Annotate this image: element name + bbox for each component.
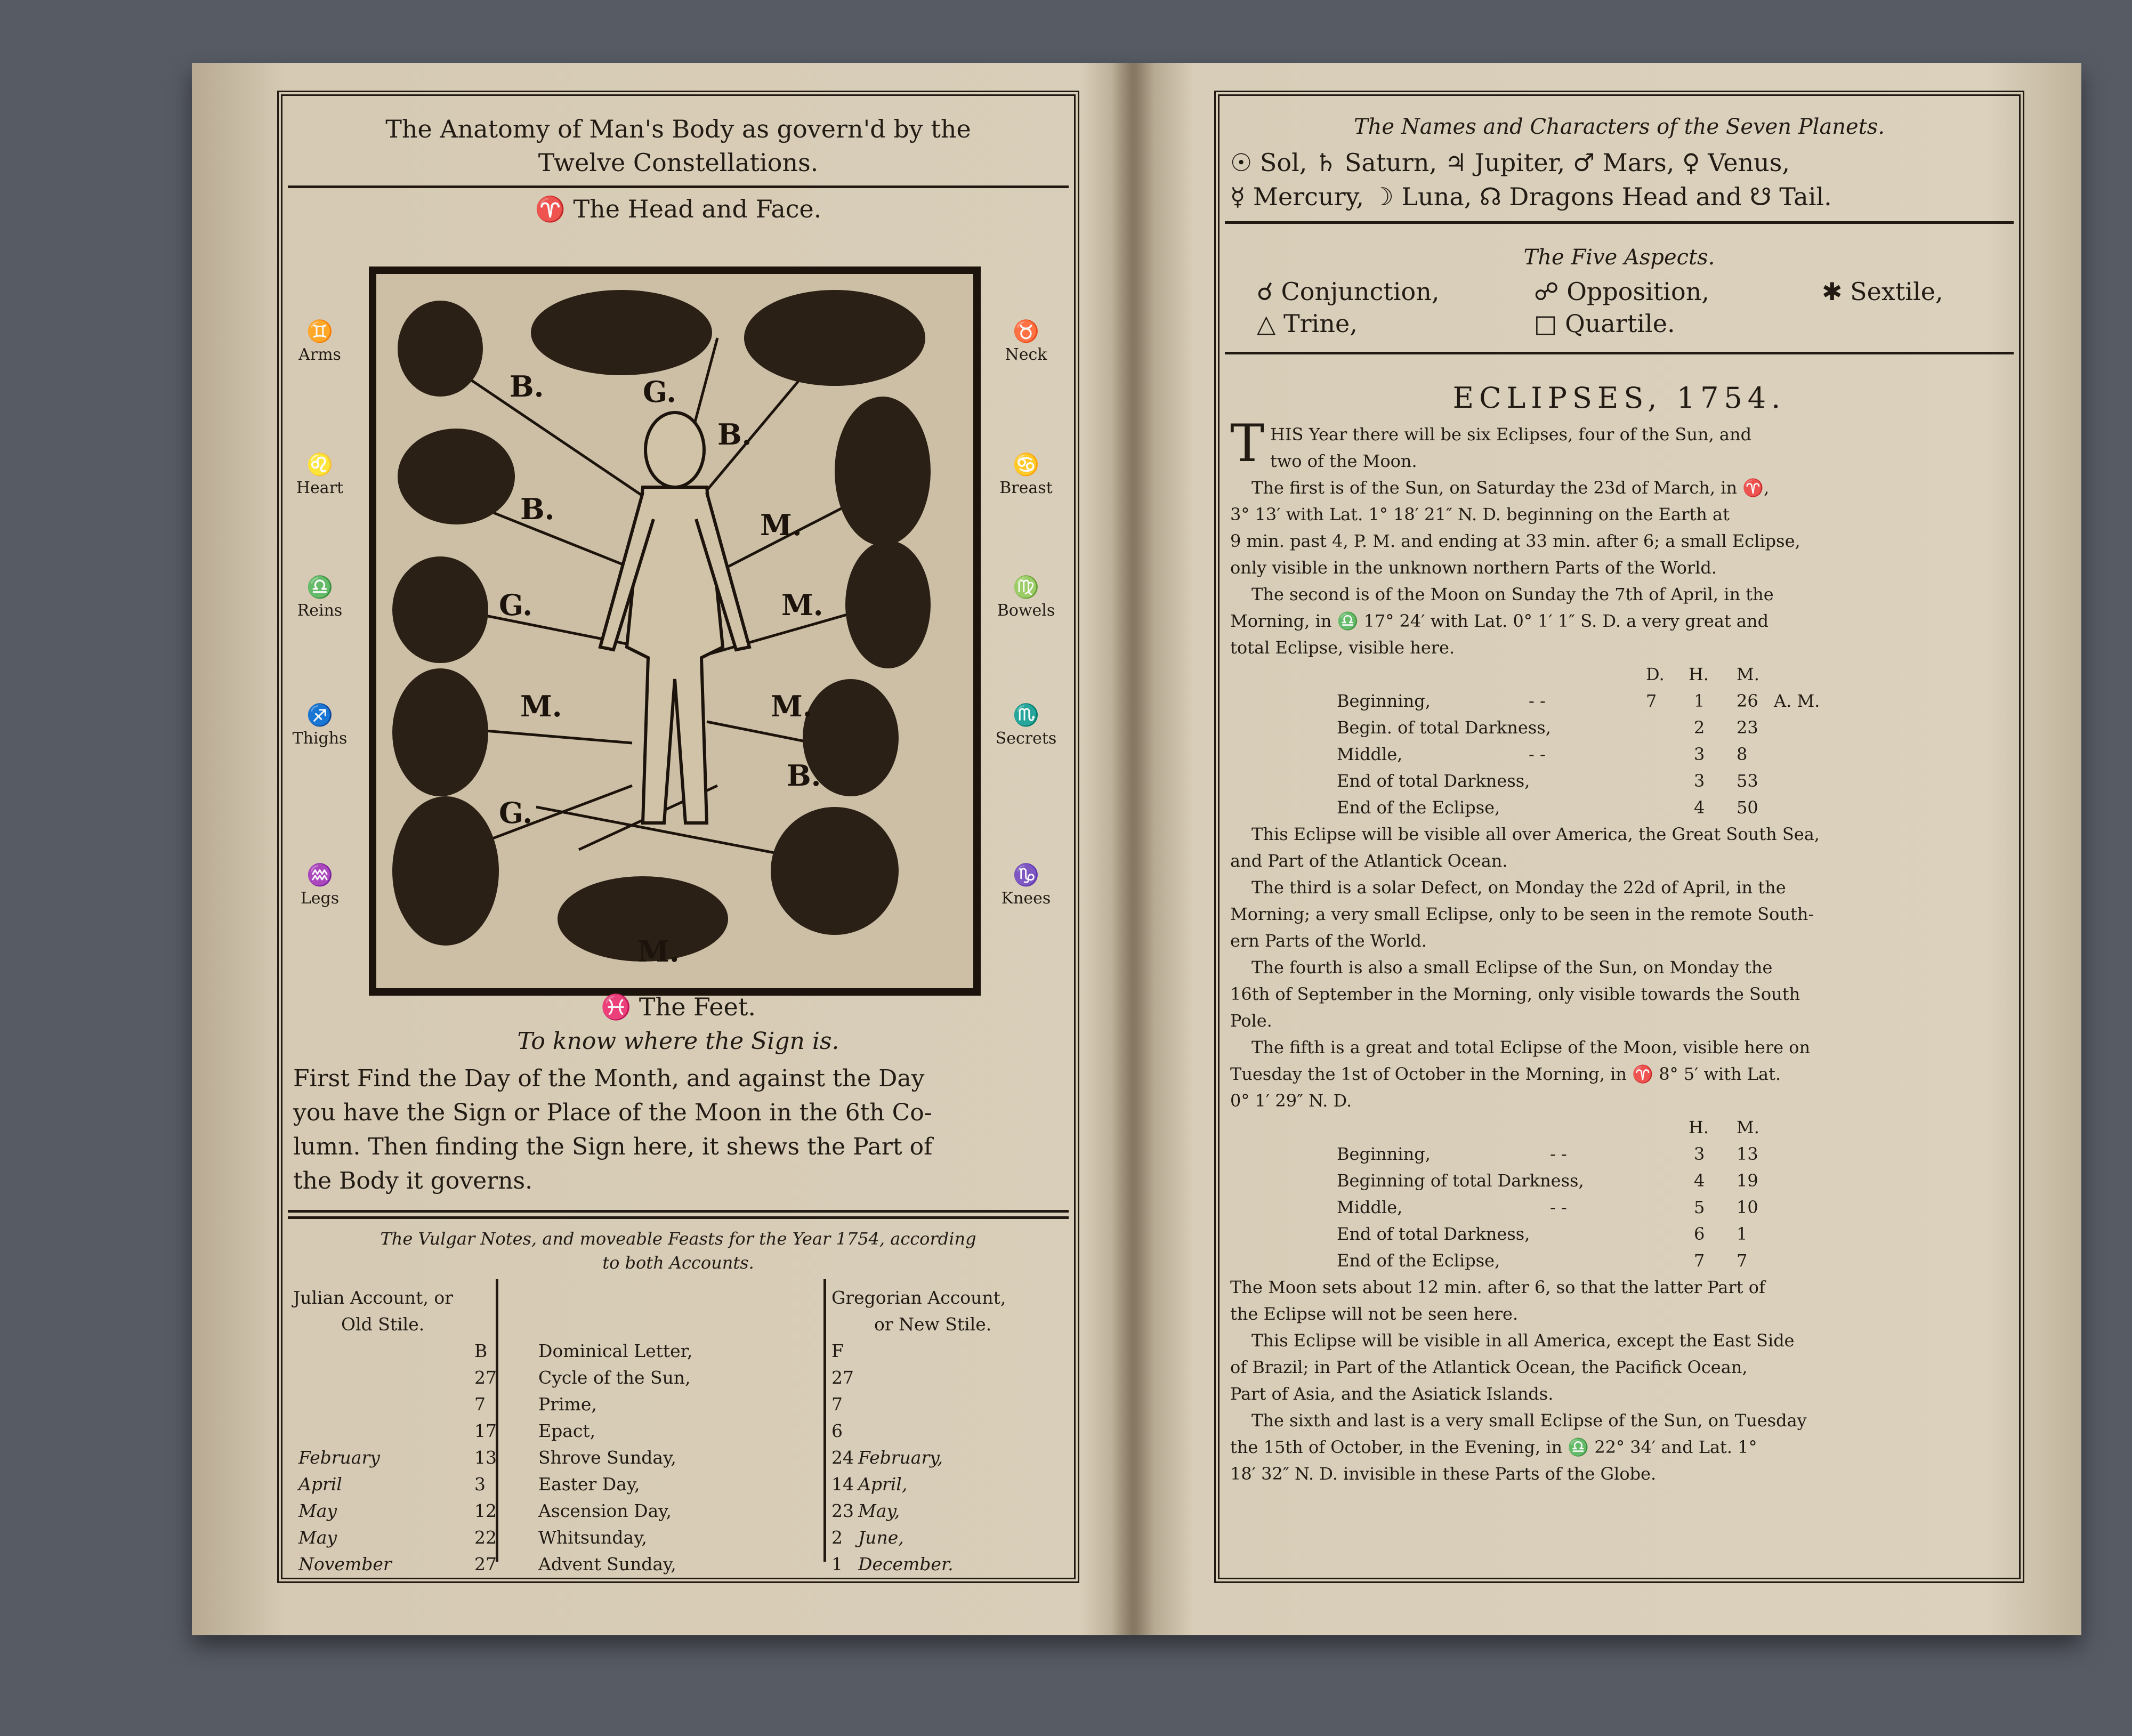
aspect-trine: △ Trine, [1257, 309, 1358, 338]
aspects-title: The Five Aspects. [1523, 245, 1715, 270]
eclipse-table-row [1230, 741, 2008, 768]
feast-row [293, 1338, 1066, 1364]
feasts-title-line-1: The Vulgar Notes, and moveable Feasts for the Year 1754, according [380, 1229, 976, 1249]
drop-cap: T [1230, 414, 1265, 473]
eclipse-cell-label: Begin. of total Darkness, [1337, 717, 1551, 738]
feast-row [293, 1444, 1066, 1471]
aspect-opposition: ☍ Opposition, [1534, 277, 1709, 306]
eclipse-cell-dash: - - [1550, 1197, 1567, 1217]
eclipse-cell-dash: - - [1529, 744, 1546, 764]
feast-gm: May, [858, 1500, 900, 1521]
woodcut-letter: M. [760, 508, 802, 542]
woodcut-letter: M. [781, 588, 823, 622]
eclipse-cell-label: Beginning, [1337, 691, 1431, 711]
feast-jm: May [298, 1500, 337, 1521]
feast-row [293, 1551, 1066, 1578]
eclipse-cell-label: Middle, [1337, 744, 1403, 764]
eclipse-cell-label: Beginning of total Darkness, [1337, 1170, 1584, 1191]
eclipse-cell-h: 3 [1694, 1144, 1705, 1164]
sign-reins: ♎ Reins [297, 575, 343, 620]
book-gutter [1111, 63, 1154, 1635]
eclipse-cell-m: 23 [1737, 717, 1758, 738]
eclipse-table-row [1230, 1167, 2008, 1194]
eclipse-6-text: The sixth and last is a very small Eclipse of the Sun, on Tuesday the 15th of October, in the Evening, in ♎ 22° 34′ and Lat. 1° 18′ 32″ N. D. invisible in these Parts of the Globe. [1230, 1410, 1807, 1484]
feast-name: Shrove Sunday, [538, 1447, 676, 1468]
eclipse-cell-dash: - - [1550, 1144, 1567, 1164]
feast-jd: 3 [474, 1474, 486, 1495]
aspect-quartile: □ Quartile. [1534, 309, 1675, 338]
feast-jm: February [298, 1447, 380, 1468]
open-almanac-book [192, 63, 2081, 1635]
woodcut-letter: G. [499, 588, 532, 622]
feast-row [293, 1498, 1066, 1524]
feast-gd: 7 [831, 1394, 843, 1415]
feast-jd: 12 [474, 1500, 497, 1521]
aspect-sextile: ✱ Sextile, [1822, 277, 1943, 306]
eclipse-cell-m: 1 [1737, 1224, 1748, 1244]
eclipse-cell-h: 3 [1694, 771, 1705, 791]
eclipse-cell-label: End of the Eclipse, [1337, 797, 1500, 818]
eclipse-2-table [1230, 688, 2008, 821]
feast-row [293, 1471, 1066, 1498]
right-page [1214, 91, 2024, 1583]
feast-row [293, 1391, 1066, 1418]
sign-secrets: ♏ Secrets [995, 703, 1057, 748]
feast-name: Easter Day, [538, 1474, 640, 1495]
feasts-table [293, 1338, 1066, 1578]
eclipse-table-row [1230, 1194, 2008, 1221]
eclipse-cell-x: A. M. [1774, 691, 1820, 711]
eclipse-table-row [1230, 1247, 2008, 1274]
eclipses-title: ECLIPSES, 1754. [1452, 381, 1786, 415]
woodcut-letter: G. [499, 796, 532, 830]
eclipse-3-text: The third is a solar Defect, on Monday the 22d of April, in the Morning; a very small Eclipse, only to be seen in the remote South- ern Parts of the World. [1230, 877, 1814, 951]
eclipse-5-table [1230, 1141, 2008, 1274]
sign-knees: ♑ Knees [1001, 863, 1051, 908]
eclipse-cell-m: 10 [1737, 1197, 1758, 1217]
human-figure [600, 413, 749, 823]
feast-row [293, 1418, 1066, 1444]
eclipse-2-text: The second is of the Moon on Sunday the 7th of April, in the Morning, in ♎ 17° 24′ with Lat. 0° 1′ 1″ S. D. a very great and total Eclipse, visible here. [1230, 584, 1774, 658]
feast-name: Whitsunday, [538, 1527, 647, 1548]
woodcut-letter: M. [520, 689, 562, 723]
eclipse-table-row [1230, 768, 2008, 794]
feast-jd: 17 [474, 1420, 497, 1441]
feast-jd: 13 [474, 1447, 497, 1468]
eclipse-cell-h: 2 [1694, 717, 1705, 738]
feast-gd: 1 [831, 1554, 843, 1574]
feast-jd: 27 [474, 1367, 497, 1388]
feast-row [293, 1524, 1066, 1551]
woodcut-letter: B. [717, 417, 752, 451]
divider [1225, 352, 2014, 354]
woodcut-letter: B. [510, 369, 544, 403]
feast-jd: B [474, 1341, 488, 1361]
feast-gd: 2 [831, 1527, 843, 1548]
eclipse-cell-label: End of total Darkness, [1337, 771, 1530, 791]
sign-bowels: ♍ Bowels [997, 575, 1055, 620]
feast-gm: December. [858, 1554, 954, 1574]
feast-name: Advent Sunday, [538, 1554, 676, 1574]
woodcut-letter: M. [771, 689, 813, 723]
feast-gd: 6 [831, 1420, 843, 1441]
divider [288, 185, 1069, 188]
eclipse-cell-h: 4 [1694, 1170, 1705, 1191]
feast-gd: 27 [831, 1367, 854, 1388]
eclipse-cell-label: Middle, [1337, 1197, 1403, 1217]
eclipse-2-table-header: D. H. M. [1646, 664, 1759, 684]
anatomy-title-line-2: Twelve Constellations. [538, 148, 819, 177]
woodcut-letter: B. [520, 492, 555, 526]
eclipse-table-row [1230, 1221, 2008, 1247]
eclipse-2-visibility: This Eclipse will be visible all over America, the Great South Sea, and Part of the Atlantick Ocean. [1230, 824, 1820, 871]
woodcut-letter: G. [643, 375, 676, 409]
eclipse-cell-m: 13 [1737, 1144, 1758, 1164]
feast-jm: November [298, 1554, 392, 1574]
sign-arms: ♊ Arms [298, 319, 341, 364]
feast-jm: April [298, 1474, 342, 1495]
feast-name: Cycle of the Sun, [538, 1367, 691, 1388]
eclipse-cell-m: 8 [1737, 744, 1748, 764]
eclipse-cell-label: End of total Darkness, [1337, 1224, 1530, 1244]
woodcut-illustration [376, 274, 958, 973]
feast-name: Dominical Letter, [538, 1341, 693, 1361]
woodcut-letter: M. [637, 934, 680, 968]
eclipse-5-moonset: The Moon sets about 12 min. after 6, so that the latter Part of the Eclipse will not be seen here. [1230, 1277, 1765, 1324]
eclipse-table-row [1230, 1141, 2008, 1167]
feast-gd: 24 [831, 1447, 854, 1468]
zodiac-man-woodcut [369, 267, 981, 996]
planets-line-2: ☿ Mercury, ☽ Luna, ☊ Dragons Head and ☋ Tail. [1230, 182, 1832, 211]
eclipse-cell-label: Beginning, [1337, 1144, 1431, 1164]
eclipse-cell-label: End of the Eclipse, [1337, 1250, 1500, 1271]
feet-label: ♓ The Feet. [600, 992, 756, 1021]
eclipses-text: T HIS Year there will be six Eclipses, four of the Sun, and two of the Moon. The first is of the Sun, on Saturday the 23d of March, in ♈, 3° 13′ with Lat. 1° 18′ 21″ N. D. beginning on the Earth at 9 min. past 4, P. M. and ending at 33 min. after 6; a small Eclipse, only visible in the unknown northern Parts of the World. The second is of the Moon on Sunday the 7th of April, in the Morning, in ♎ 17° 24′ with Lat. 0° 1′ 1″ S. D. a very great and total Eclipse, visible here. D. H. M. Beginning, - - 7 1 26 A. M. Begin. of total Darkness, 2 23 Middle, - - 3 8 End of total Darkness, 3 53 End of the Eclipse, 4 50 This Eclipse will be visible all over America, the Great South Sea, and Part of the Atlantick Ocean. The third is a solar Defect, on Monday the 22d of April, in the Morning; a very small Eclipse, only to be seen in the remote South- ern Parts of the World. The fourth is also a small Eclipse of the Sun, on Monday the 16th of September in the Morning, only visible towards the South Pole. The fifth is a great and total Eclipse of the Moon, visible here on Tuesday the 1st of October in the Morning, in ♈ 8° 5′ with Lat. 0° 1′ 29″ N. D. H. M. Beginning, - - 3 13 Beginning of total Darkness, 4 19 Middle, - - 5 10 End of total Darkness, 6 1 End of the Eclipse, 7 7 The Moon sets about 12 min. after 6, so that the latter Part of the Eclipse will not be seen here. This Eclipse will be visible in all America, except the East Side of Brazil; in Part of the Atlantick Ocean, the Pacifick Ocean, Part of Asia, and the Asiatick Islands. The sixth and last is a very small Eclipse of the Sun, on Tuesday the 15th of October, in the Evening, in ♎ 22° 34′ and Lat. 1° 18′ 32″ N. D. invisible in these Parts of the Globe. [1230, 421, 2008, 1487]
feast-name: Ascension Day, [538, 1500, 672, 1521]
eclipse-cell-m: 50 [1737, 797, 1758, 818]
eclipse-cell-h: 5 [1694, 1197, 1705, 1217]
sign-neck: ♉ Neck [1005, 319, 1047, 364]
eclipse-1-text: The first is of the Sun, on Saturday the 23d of March, in ♈, 3° 13′ with Lat. 1° 18′ 21″ N. D. beginning on the Earth at 9 min. past 4, P. M. and ending at 33 min. after 6; a small Eclipse, only visible in the unknown northern Parts of the World. [1230, 478, 1800, 578]
feast-jd: 7 [474, 1394, 486, 1415]
eclipse-cell-m: 53 [1737, 771, 1758, 791]
eclipse-5-visibility: This Eclipse will be visible in all America, except the East Side of Brazil; in Part of the Atlantick Ocean, the Pacifick Ocean, Part of Asia, and the Asiatick Islands. [1230, 1330, 1795, 1404]
eclipse-cell-m: 26 [1737, 691, 1758, 711]
divider [288, 1216, 1069, 1219]
feast-gd: F [831, 1341, 844, 1361]
eclipse-5-text: The fifth is a great and total Eclipse of the Moon, visible here on Tuesday the 1st of October in the Morning, in ♈ 8° 5′ with Lat. 0° 1′ 29″ N. D. [1230, 1037, 1811, 1111]
eclipse-cell-m: 19 [1737, 1170, 1758, 1191]
head-and-face-label: ♈ The Head and Face. [535, 195, 822, 223]
eclipse-5-table-header: H. M. [1689, 1117, 1759, 1137]
planets-title: The Names and Characters of the Seven Planets. [1353, 115, 1885, 139]
feasts-title-line-2: to both Accounts. [602, 1253, 754, 1273]
eclipse-table-row [1230, 688, 2008, 714]
feast-gm: February, [858, 1447, 943, 1468]
feast-gm: June, [858, 1527, 904, 1548]
woodcut-letter: B. [787, 758, 821, 793]
feast-gd: 23 [831, 1500, 854, 1521]
eclipse-cell-h: 7 [1694, 1250, 1705, 1271]
sign-legs: ♒ Legs [300, 863, 340, 908]
planets-line-1: ☉ Sol, ♄ Saturn, ♃ Jupiter, ♂ Mars, ♀ Venus, [1230, 148, 1790, 177]
sign-breast: ♋ Breast [999, 453, 1053, 497]
eclipse-4-text: The fourth is also a small Eclipse of the Sun, on Monday the 16th of September in the Morning, only visible towards the South Pole. [1230, 957, 1800, 1031]
aspect-conjunction: ☌ Conjunction, [1257, 277, 1440, 306]
sign-instructions: First Find the Day of the Month, and against the Day you have the Sign or Place of the Moon in the 6th Co- lumn. Then finding the Sign here, it shews the Part of the Body it governs. [293, 1065, 933, 1194]
feast-gd: 14 [831, 1474, 854, 1495]
eclipse-cell-dash: - - [1529, 691, 1546, 711]
eclipse-cell-d: 7 [1646, 691, 1657, 711]
eclipse-cell-h: 3 [1694, 744, 1705, 764]
anatomy-title-line-1: The Anatomy of Man's Body as govern'd by the [385, 115, 971, 143]
divider [288, 1210, 1069, 1213]
eclipse-cell-h: 6 [1694, 1224, 1705, 1244]
feast-name: Prime, [538, 1394, 597, 1415]
divider [1225, 221, 2014, 224]
sign-heading: To know where the Sign is. [517, 1028, 839, 1055]
feast-name: Epact, [538, 1420, 596, 1441]
eclipse-table-row [1230, 794, 2008, 821]
eclipse-cell-h: 4 [1694, 797, 1705, 818]
sign-heart: ♌ Heart [296, 453, 344, 497]
feast-jd: 22 [474, 1527, 497, 1548]
feast-jm: May [298, 1527, 337, 1548]
feast-gm: April, [858, 1474, 908, 1495]
eclipse-cell-m: 7 [1737, 1250, 1748, 1271]
eclipse-table-row [1230, 714, 2008, 741]
sign-thighs: ♐ Thighs [292, 703, 348, 748]
left-page [277, 91, 1079, 1583]
eclipse-cell-h: 1 [1694, 691, 1705, 711]
feast-row [293, 1364, 1066, 1391]
julian-header: Julian Account, or Old Stile. [293, 1287, 454, 1335]
feast-jd: 27 [474, 1554, 497, 1574]
gregorian-header: Gregorian Account, or New Stile. [831, 1287, 1006, 1335]
